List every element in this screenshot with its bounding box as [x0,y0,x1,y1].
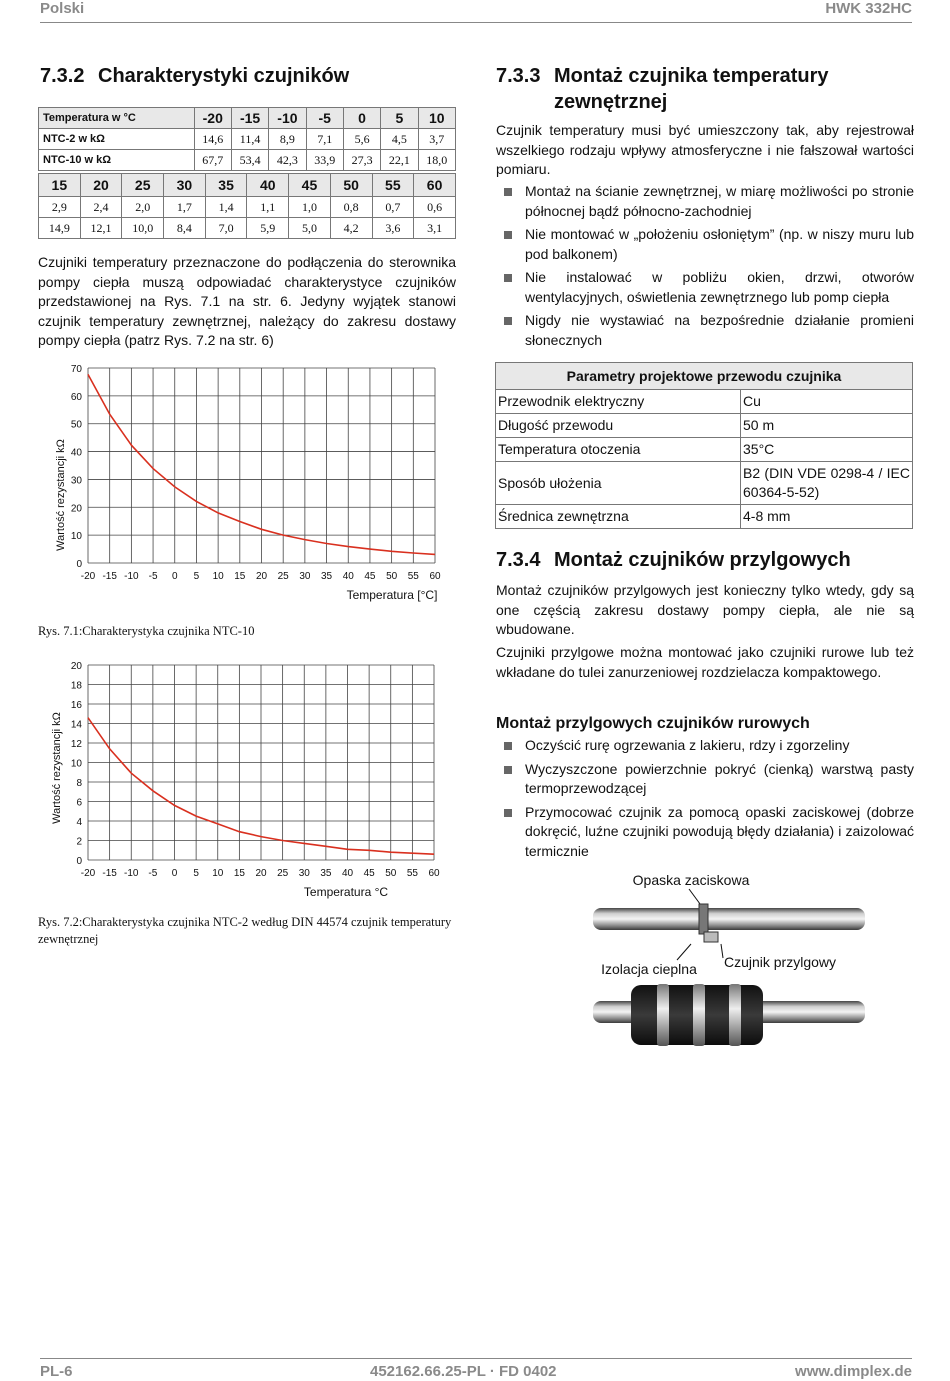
section-7-3-2-title [40,63,460,89]
y-tick-label: 30 [70,475,82,487]
y-tick-label: 70 [70,364,82,375]
table-cell: 5,6 [343,129,380,150]
list-item [496,268,914,307]
chart-x-axis-label: Temperatura [°C] [346,588,438,602]
section-title: Montaż czujników przylgowych [554,549,851,571]
x-tick-label: 15 [233,868,245,879]
section-number: 7.3.4 [496,549,541,571]
sensor-characteristics-table-2 [38,173,456,239]
table-cell: 0,8 [330,197,372,218]
x-tick-label: 10 [212,571,224,582]
footer-document-id: 452162.66.25-PL · FD 0402 [370,1363,557,1380]
table-row-label: NTC-10 w kΩ [39,150,195,171]
table-title: Parametry projektowe przewodu czujnika [496,363,913,390]
y-tick-label: 6 [76,797,82,809]
leader-line [721,944,723,958]
list-item-text: Montaż na ścianie zewnętrznej, w miarę możliwości po stronie północnej bądź północno-zachodniej [525,183,914,219]
figure-caption-7-2: Rys. 7.2:Charakterystyka czujnika NTC-2 według DIN 44574 czujnik temperatury zewnętrznej [38,915,452,946]
table-key: Sposób ułożenia [496,462,741,505]
table-cell: 0 [343,108,380,129]
x-tick-label: 35 [321,571,333,582]
table-cell: 5,0 [289,218,331,239]
table-cell: -10 [269,108,306,129]
table-cell: 42,3 [269,150,306,171]
list-item [496,225,914,264]
x-tick-label: 0 [171,571,178,582]
label-clamp: Opaska zaciskowa [632,872,750,888]
table-cell: 25 [122,174,164,197]
bullet-icon [504,188,512,196]
y-tick-label: 0 [76,559,82,570]
bullet-icon [504,274,512,282]
bullet-icon [504,317,512,325]
list-item [496,760,914,799]
bullet-icon [504,766,512,774]
section-7-3-3-paragraph: Czujnik temperatury musi być umieszczony tak, aby rejestrował wszelkiego rodzaju wpływy atmosferyczne i nie fałszował wartości pomiaru. [496,122,914,177]
pipe-sensor-illustration [585,868,875,1058]
chart-x-ticks [81,571,441,582]
section-7-3-3-title [496,63,916,115]
y-tick-label: 20 [70,503,82,515]
table-cell: 22,1 [381,150,418,171]
x-tick-label: 40 [342,571,354,582]
table-key: Temperatura otoczenia [496,438,741,462]
x-tick-label: 5 [193,571,200,582]
chart-grid [88,368,435,563]
table-row [496,462,913,505]
x-tick-label: 50 [386,571,398,582]
x-tick-label: 35 [320,868,332,879]
x-tick-label: 60 [429,571,441,582]
table-cell: 2,9 [39,197,81,218]
y-tick-label: 12 [70,739,82,750]
table-cell: 3,1 [414,218,456,239]
sensor-cable-parameters-table [495,362,913,529]
table-row [496,390,913,414]
x-tick-label: 30 [298,868,310,879]
x-tick-label: -5 [148,571,158,582]
y-tick-label: 4 [76,817,82,828]
table-cell: 27,3 [343,150,380,171]
x-tick-label: 20 [255,571,268,582]
table-cell: 35 [205,174,247,197]
x-tick-label: 50 [385,868,397,879]
header-language: Polski [40,0,85,17]
x-tick-label: 45 [364,571,376,582]
y-tick-label: 10 [70,531,82,543]
list-item-text: Wyczyszczone powierzchnie pokryć (cienką) warstwą pasty termoprzewodzącej [525,760,914,796]
table-value: 50 m [741,414,913,438]
leader-line [677,944,691,960]
bullet-icon [504,809,512,817]
x-tick-label: 20 [255,868,267,879]
table-key: Przewodnik elektryczny [496,390,741,414]
table-cell: 14,6 [194,129,231,150]
x-tick-label: 55 [406,868,418,879]
table-cell: 3,6 [372,218,414,239]
table-key: Średnica zewnętrzna [496,505,741,529]
list-item [496,311,914,350]
insulation-band [693,984,705,1046]
table-cell: 2,4 [80,197,122,218]
table-value: B2 (DIN VDE 0298-4 / IEC 60364-5-52) [741,462,913,505]
x-tick-label: 15 [234,571,246,582]
list-item [496,182,914,221]
table-cell: 8,4 [164,218,206,239]
x-tick-label: 40 [341,868,354,879]
list-item [496,803,914,862]
table-cell: 55 [372,174,414,197]
y-tick-label: 0 [76,856,82,867]
section-7-3-4-paragraph-1: Montaż czujników przylgowych jest konieczny tylko wtedy, gdy są one częścią zakresu dostawy pompy ciepła, ale nie są wbudowane. [496,582,914,637]
footer-website: www.dimplex.de [795,1363,912,1380]
pipe-sensor-steps-list [496,736,914,865]
label-insulation: Izolacja cieplna [601,961,697,977]
y-tick-label: 50 [70,419,82,431]
sensor-characteristics-table [38,107,456,171]
table-cell: 50 [330,174,372,197]
table-cell: -15 [231,108,268,129]
x-tick-label: -15 [102,571,117,582]
x-tick-label: -5 [148,868,158,879]
y-tick-label: 60 [70,391,82,403]
y-tick-label: 10 [70,758,82,770]
table-cell: 1,1 [247,197,289,218]
page-header [40,0,912,23]
footer-page-number: PL-6 [40,1363,73,1380]
table-row [496,438,913,462]
section-title-line-2: zewnętrznej [554,91,668,113]
chart-ntc2 [40,655,460,905]
clamp-band [699,904,708,934]
y-tick-label: 8 [76,778,82,789]
chart-x-ticks [81,868,440,879]
x-tick-label: 60 [428,868,440,879]
mounting-guidelines-list [496,182,914,354]
chart-y-ticks [71,364,83,570]
chart-x-axis-label: Temperatura °C [303,885,389,899]
x-tick-label: -15 [102,868,117,879]
y-tick-label: 40 [70,447,82,459]
table-cell: 11,4 [231,129,268,150]
bullet-icon [504,231,512,239]
label-sensor: Czujnik przylgowy [723,954,837,970]
section-title: Charakterystyki czujników [98,65,350,87]
table-cell: -5 [306,108,343,129]
x-tick-label: -20 [80,571,96,582]
table-key: Długość przewodu [496,414,741,438]
chart-y-axis-label: Wartość rezystancji kΩ [51,712,63,824]
table-cell: 0,7 [372,197,414,218]
upper-pipe [593,908,865,930]
table-cell: 7,0 [205,218,247,239]
x-tick-label: -20 [80,868,96,879]
table-cell: 10 [418,108,455,129]
section-7-3-2-paragraph: Czujniki temperatury przeznaczone do podłączenia do sterownika pompy ciepła muszą odpowiadać charakterystyce czujników przedstawionej na Rys. 7.1 na str. 6. Jedyny wyjątek stanowi czujnik temperatury zewnętrznej, należący do zakresu dostawy pompy ciepła (patrz Rys. 7.2 na str. 6) [38,254,456,348]
table-cell: 30 [164,174,206,197]
contact-sensor [704,932,718,942]
header-model: HWK 332HC [825,0,912,17]
subsection-title: Montaż przylgowych czujników rurowych [496,715,810,732]
insulation-band [657,984,669,1046]
table-cell: 2,0 [122,197,164,218]
section-number: 7.3.3 [496,65,541,87]
x-tick-label: 0 [171,868,178,879]
y-tick-label: 18 [70,680,82,692]
table-cell: 3,7 [418,129,455,150]
chart-y-axis-label: Wartość rezystancji kΩ [55,439,67,551]
y-tick-label: 20 [70,661,82,672]
table-row-label: Temperatura w °C [39,108,195,129]
table-cell: 33,9 [306,150,343,171]
table-value: Cu [741,390,913,414]
table-cell: 7,1 [306,129,343,150]
table-cell: 1,7 [164,197,206,218]
x-tick-label: 10 [212,868,224,879]
x-tick-label: 5 [193,868,199,879]
x-tick-label: 55 [407,571,419,582]
insulation-band [729,984,741,1046]
table-row-label: NTC-2 w kΩ [39,129,195,150]
table-cell: 0,6 [414,197,456,218]
bullet-icon [504,742,512,750]
table-cell: 10,0 [122,218,164,239]
table-cell: 5 [381,108,418,129]
table-value: 4-8 mm [741,505,913,529]
x-tick-label: 45 [363,868,375,879]
table-cell: 53,4 [231,150,268,171]
x-tick-label: 25 [277,571,289,582]
list-item-text: Oczyścić rurę ogrzewania z lakieru, rdzy i zgorzeliny [525,737,850,753]
chart-y-ticks [71,661,83,867]
list-item [496,736,914,756]
table-row [496,414,913,438]
table-cell: 67,7 [194,150,231,171]
list-item-text: Nigdy nie wystawiać na bezpośrednie działanie promieni słonecznych [525,312,914,348]
list-item-text: Nie instalować w pobliżu okien, drzwi, otworów wentylacyjnych, oświetlenia zewnętrznego lub pomp ciepła [525,269,914,305]
table-cell: 1,0 [289,197,331,218]
figure-caption-7-1: Rys. 7.1:Charakterystyka czujnika NTC-10 [38,624,255,638]
x-tick-label: -10 [124,571,139,582]
table-cell: 14,9 [39,218,81,239]
table-value: 35°C [741,438,913,462]
section-7-3-4-title [496,547,916,573]
y-tick-label: 2 [76,836,82,848]
table-cell: 45 [289,174,331,197]
list-item-text: Przymocować czujnik za pomocą opaski zaciskowej (dobrze dokręcić, luźne czujniki powodują błędy działania) i zaizolować termicznie [525,803,914,859]
y-tick-label: 16 [70,700,82,711]
table-cell: 20 [80,174,122,197]
table-cell: 8,9 [269,129,306,150]
section-title-line-1: Montaż czujnika temperatury [554,65,829,87]
table-cell: 1,4 [205,197,247,218]
table-cell: -20 [194,108,231,129]
table-cell: 5,9 [247,218,289,239]
x-tick-label: 30 [299,571,311,582]
table-cell: 18,0 [418,150,455,171]
y-tick-label: 14 [70,719,82,731]
section-7-3-4-paragraph-2: Czujniki przylgowe można montować jako czujniki rurowe lub też wkładane do tulei zanurzeniowej rozdzielacza kompaktowego. [496,644,914,680]
table-cell: 15 [39,174,81,197]
table-cell: 60 [414,174,456,197]
table-row [496,505,913,529]
table-cell: 40 [247,174,289,197]
table-cell: 4,5 [381,129,418,150]
table-cell: 4,2 [330,218,372,239]
chart-grid [88,665,434,860]
page-footer [40,1358,912,1381]
section-number: 7.3.2 [40,65,85,87]
x-tick-label: 25 [277,868,289,879]
chart-ntc10 [40,355,460,610]
table-cell: 12,1 [80,218,122,239]
list-item-text: Nie montować w „położeniu osłoniętym” (np. w niszy muru lub pod balkonem) [525,226,914,262]
x-tick-label: -10 [124,868,139,879]
